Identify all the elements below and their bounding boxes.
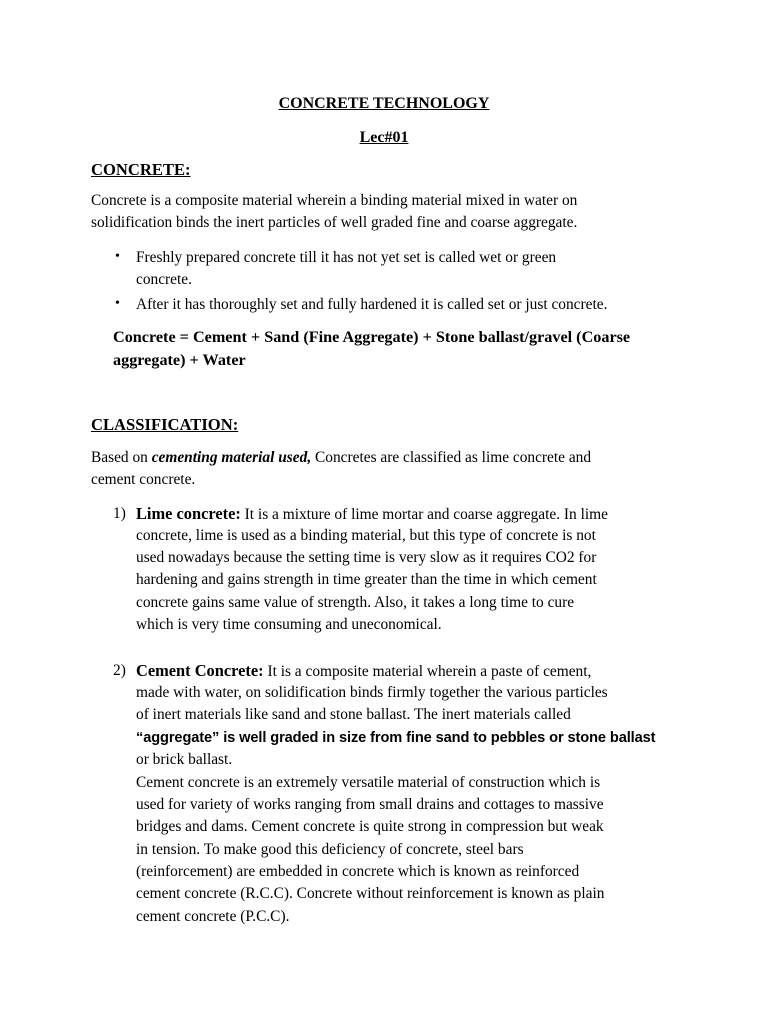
item-line: cement concrete (P.C.C). xyxy=(136,908,290,925)
based-on-prefix: Based on xyxy=(91,449,152,466)
based-on-line: cement concrete. xyxy=(91,471,196,488)
bullet-item-line: After it has thoroughly set and fully hardened it is called set or just concrete. xyxy=(136,296,608,313)
item-line: hardening and gains strength in time greater than the time in which cement xyxy=(136,571,597,588)
lecture-number: Lec#01 xyxy=(359,129,409,146)
based-on-suffix: Concretes are classified as lime concrete and xyxy=(311,449,592,466)
bullet-dot-icon: • xyxy=(115,249,120,264)
item-line: cement concrete (R.C.C). Concrete without reinforcement is known as plain xyxy=(136,885,605,902)
item-term: Cement Concrete: xyxy=(136,661,264,680)
concrete-formula-line: Concrete = Cement + Sand (Fine Aggregate) + Stone ballast/gravel (Coarse xyxy=(113,328,631,346)
item-first-line xyxy=(136,660,591,683)
item-line: used nowadays because the setting time is very slow as it requires CO2 for xyxy=(136,549,597,566)
item-line: concrete, lime is used as a binding material, but this type of concrete is not xyxy=(136,527,596,544)
item-line: bridges and dams. Cement concrete is quite strong in compression but weak xyxy=(136,818,604,835)
item-line: which is very time consuming and uneconomical. xyxy=(136,616,442,633)
concrete-heading: CONCRETE: xyxy=(91,160,191,179)
item-text: It is a composite material wherein a paste of cement, xyxy=(263,663,592,680)
item-line: in tension. To make good this deficiency of concrete, steel bars xyxy=(136,841,524,858)
item-marker: 2) xyxy=(113,662,126,679)
item-line: or brick ballast. xyxy=(136,751,233,768)
item-line: of inert materials like sand and stone ballast. The inert materials called xyxy=(136,706,571,723)
based-on-line xyxy=(91,447,591,469)
item-first-line xyxy=(136,503,608,526)
classification-heading: CLASSIFICATION: xyxy=(91,415,239,434)
item-text: It is a mixture of lime mortar and coarse aggregate. In lime xyxy=(240,506,608,523)
bullet-item-line: Freshly prepared concrete till it has not yet set is called wet or green xyxy=(136,249,557,266)
document-title: CONCRETE TECHNOLOGY xyxy=(278,95,490,112)
concrete-formula-line: aggregate) + Water xyxy=(113,351,246,369)
item-line: Cement concrete is an extremely versatile material of construction which is xyxy=(136,774,601,791)
item-line: used for variety of works ranging from small drains and cottages to massive xyxy=(136,796,604,813)
intro-line: Concrete is a composite material wherein a binding material mixed in water on xyxy=(91,192,578,209)
based-on-emphasis: cementing material used, xyxy=(151,449,312,466)
item-term: Lime concrete: xyxy=(136,504,241,523)
intro-line: solidification binds the inert particles of well graded fine and coarse aggregate. xyxy=(91,214,578,231)
item-bold-line: “aggregate” is well graded in size from fine sand to pebbles or stone ballast xyxy=(136,730,656,746)
item-marker: 1) xyxy=(113,505,126,522)
bullet-dot-icon: • xyxy=(115,296,120,311)
bullet-item-line: concrete. xyxy=(136,271,192,288)
item-line: (reinforcement) are embedded in concrete which is known as reinforced xyxy=(136,863,580,880)
item-line: concrete gains same value of strength. Also, it takes a long time to cure xyxy=(136,594,575,611)
item-line: made with water, on solidification binds firmly together the various particles xyxy=(136,684,608,701)
